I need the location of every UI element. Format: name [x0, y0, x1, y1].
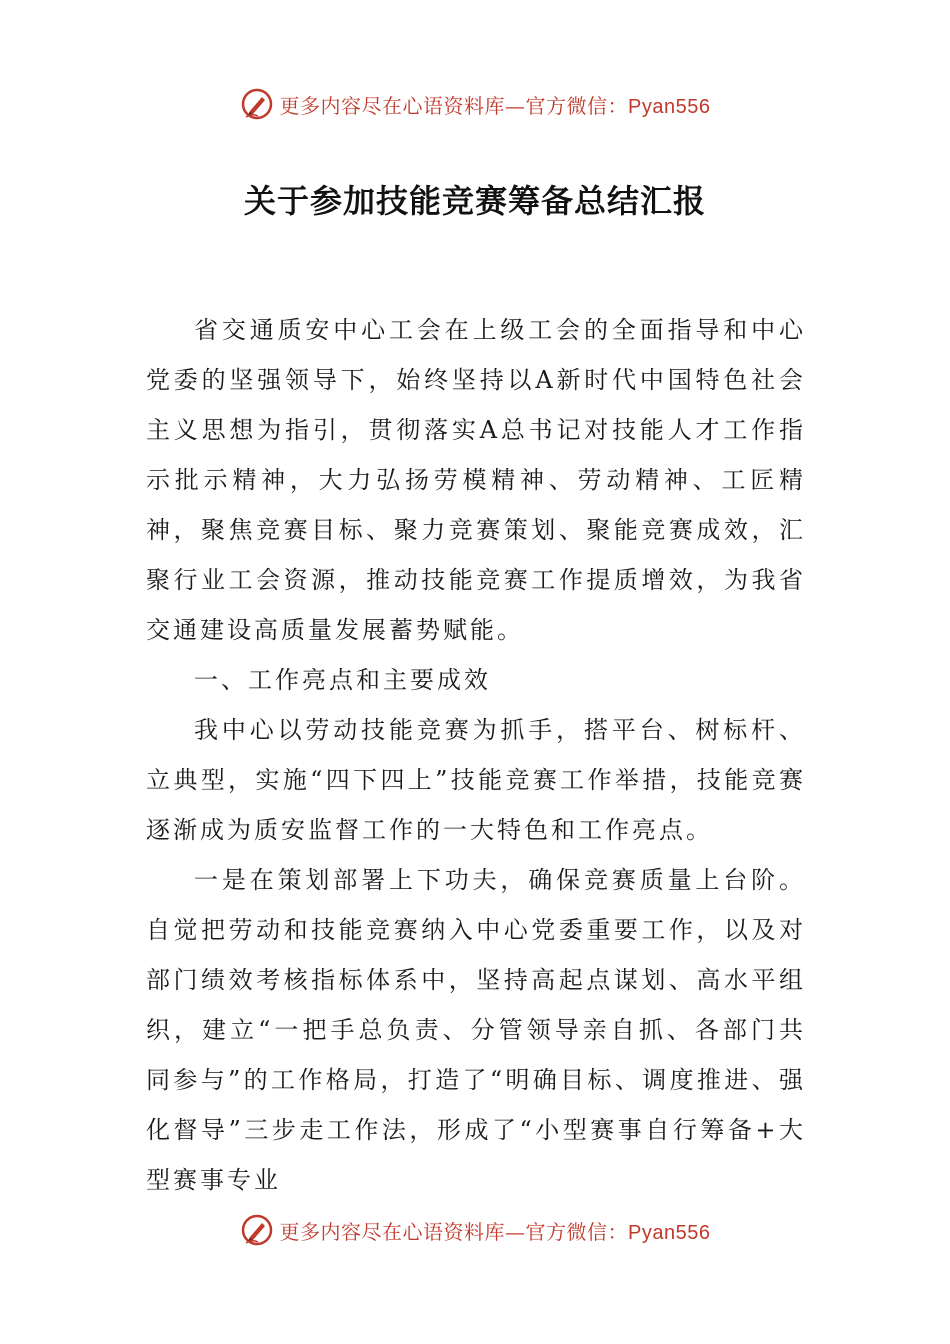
pen-logo-icon: [240, 87, 274, 121]
pen-logo-icon: [240, 1213, 274, 1247]
watermark-header: [0, 84, 950, 124]
watermark-footer: [0, 1210, 950, 1250]
paragraph-planning: 一是在策划部署上下功夫，确保竞赛质量上台阶。自觉把劳动和技能竞赛纳入中心党委重要工作，以及对部门绩效考核指标体系中，坚持高起点谋划、高水平组织，建立“一把手总负责、分管领导亲自抓、各部门共同参与”的工作格局，打造了“明确目标、调度推进、强化督导”三步走工作法，形成了“小型赛事自行筹备+大型赛事专业: [146, 866, 806, 1194]
watermark-text: 更多内容尽在心语资料库—官方微信：Pyan556: [279, 1219, 711, 1244]
watermark-text: 更多内容尽在心语资料库—官方微信：Pyan556: [279, 93, 711, 118]
document-body: [146, 305, 806, 1205]
paragraph-highlights: 我中心以劳动技能竞赛为抓手，搭平台、树标杆、立典型，实施“四下四上”技能竞赛工作举措，技能竞赛逐渐成为质安监督工作的一大特色和工作亮点。: [146, 716, 806, 844]
section-heading: 一、工作亮点和主要成效: [194, 666, 491, 694]
paragraph-intro: 省交通质安中心工会在上级工会的全面指导和中心党委的坚强领导下，始终坚持以A新时代中国特色社会主义思想为指引，贯彻落实A总书记对技能人才工作指示批示精神，大力弘扬劳模精神、劳动精神、工匠精神，聚焦竞赛目标、聚力竞赛策划、聚能竞赛成效，汇聚行业工会资源，推动技能竞赛工作提质增效，为我省交通建设高质量发展蓄势赋能。: [146, 316, 806, 644]
document-title: 关于参加技能竞赛筹备总结汇报: [243, 182, 706, 220]
